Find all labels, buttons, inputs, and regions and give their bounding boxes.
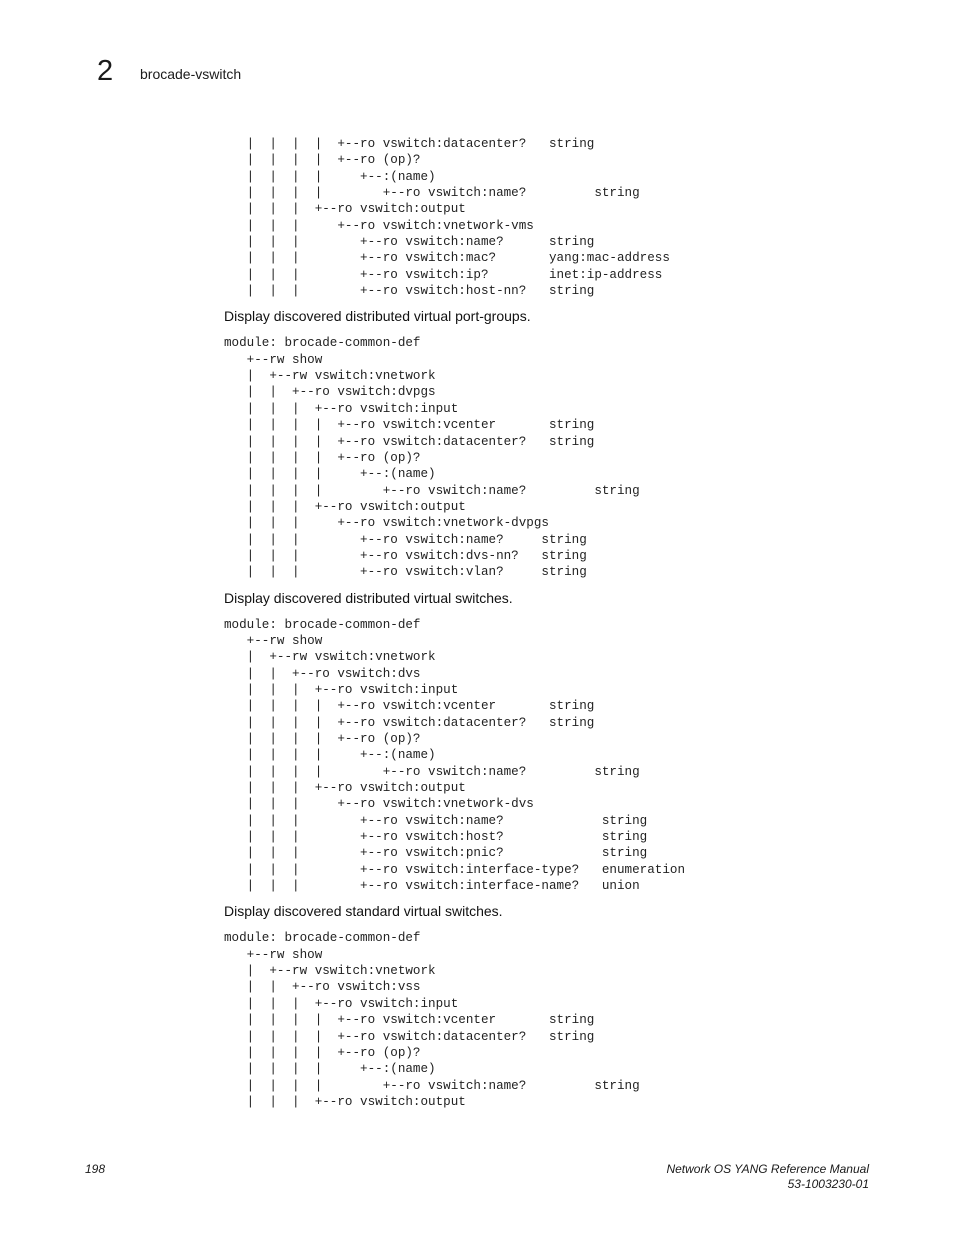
- page-content: [224, 136, 884, 1110]
- chapter-number: 2: [97, 55, 114, 87]
- footer-doc-info: [666, 1162, 869, 1192]
- doc-number: 53-1003230-01: [787, 1177, 869, 1191]
- description-dvpgs: Display discovered distributed virtual port-groups.: [224, 308, 531, 325]
- description-vss: Display discovered standard virtual switches.: [224, 903, 503, 920]
- code-block-vms-tail: | | | | +--ro vswitch:datacenter? string | | | | +--ro (op)? | | | | +--:(name) | | | | +--ro vswitch:name? string | | | +--ro vswitch:output | | | +--ro vswitch:vnetwork-vms | | | +--ro vswitch:name? string | | | +--ro vswitch:mac? yang:mac-address | | | +--ro vswitch:ip? inet:ip-address | | | +--ro vswitch:host-nn? string: [246, 137, 670, 299]
- manual-title: Network OS YANG Reference Manual: [666, 1162, 869, 1176]
- section-title: brocade-vswitch: [140, 66, 242, 82]
- description-dvs: Display discovered distributed virtual switches.: [224, 589, 513, 606]
- code-block-dvpgs: module: brocade-common-def +--rw show | +--rw vswitch:vnetwork | | +--ro vswitch:dvpgs | | | +--ro vswitch:input | | | | +--ro vswitch:vcenter string | | | | +--ro vswitch:datacenter? string | | | | +--ro (op)? | | | | +--:(name) | | | | +--ro vswitch:name? string | | | +--ro vswitch:output | | | +--ro vswitch:vnetwork-dvpgs | | | +--ro vswitch:name? string | | | +--ro vswitch:dvs-nn? string | | | +--ro vswitch:vlan? string: [224, 336, 640, 580]
- code-block-vss: module: brocade-common-def +--rw show | +--rw vswitch:vnetwork | | +--ro vswitch:vss | | | +--ro vswitch:input | | | | +--ro vswitch:vcenter string | | | | +--ro vswitch:datacenter? string | | | | +--ro (op)? | | | | +--:(name) | | | | +--ro vswitch:name? string | | | +--ro vswitch:output: [224, 931, 640, 1109]
- code-block-dvs: module: brocade-common-def +--rw show | +--rw vswitch:vnetwork | | +--ro vswitch:dvs | | | +--ro vswitch:input | | | | +--ro vswitch:vcenter string | | | | +--ro vswitch:datacenter? string | | | | +--ro (op)? | | | | +--:(name) | | | | +--ro vswitch:name? string | | | +--ro vswitch:output | | | +--ro vswitch:vnetwork-dvs | | | +--ro vswitch:name? string | | | +--ro vswitch:host? string | | | +--ro vswitch:pnic? string | | | +--ro vswitch:interface-type? enumeration | | | +--ro vswitch:interface-name? union: [224, 617, 686, 894]
- page-number: 198: [85, 1162, 106, 1176]
